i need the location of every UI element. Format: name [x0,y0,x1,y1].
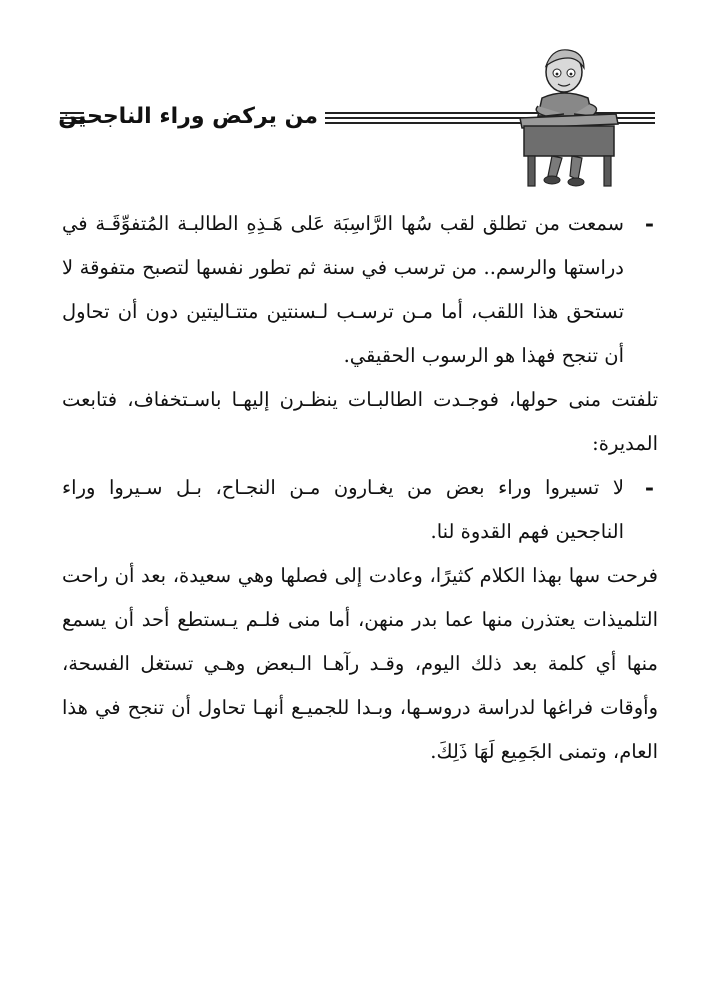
page-title: من يركض وراء الناجحين [58,104,318,129]
bullet-dash: - [644,475,654,501]
bullet-dash: - [644,211,654,237]
paragraph-bullet-2 [62,466,658,554]
paragraph-text: سمعت من تطلق لقب سُها الرَّاسِبَة عَلى هَـذِهِ الطالبـة المُتفوِّقَـة في دراستها والرسم.. من ترسب في سنة ثم تطور نفسها لتصبح متفوقة لا تستحق هذا اللقب، أما مـن ترسـب لـسنتين متتـاليتين دون أن تحاول أن تنجح فهذا هو الرسوب الحقيقي. [62,212,625,367]
paragraph-2: تلفتت منى حولها، فوجـدت الطالبـات ينظـرن إليهـا باسـتخفاف، فتابعت المديرة: [62,388,658,455]
paragraph-4: فرحت سها بهذا الكلام كثيرًا، وعادت إلى فصلها وهي سعيدة، بعد أن راحت التلميذات يعتذرن منها عما بدر منهن، أما منى فلـم يـستطع أحد أن يسمع منها أي كلمة بعد ذلك اليوم، وقـد رآهـا الـبعض وهـي تستغل الفسحة، وأوقات فراغها لدراسة دروسـها، وبـدا للجميـع أنهـا تحاول أن تنجح في هذا العام، وتمنى الجَمِيع لَهَا ذَلِكَ. [62,564,658,763]
student-at-desk-icon [512,46,622,191]
paragraph-text: لا تسيروا وراء بعض من يغـارون مـن النجـاح، بـل سـيروا وراء الناجحين فهم القدوة لنا. [62,476,624,543]
paragraph-bullet-1 [62,202,658,378]
article-body [62,202,658,774]
page-header [0,0,720,200]
